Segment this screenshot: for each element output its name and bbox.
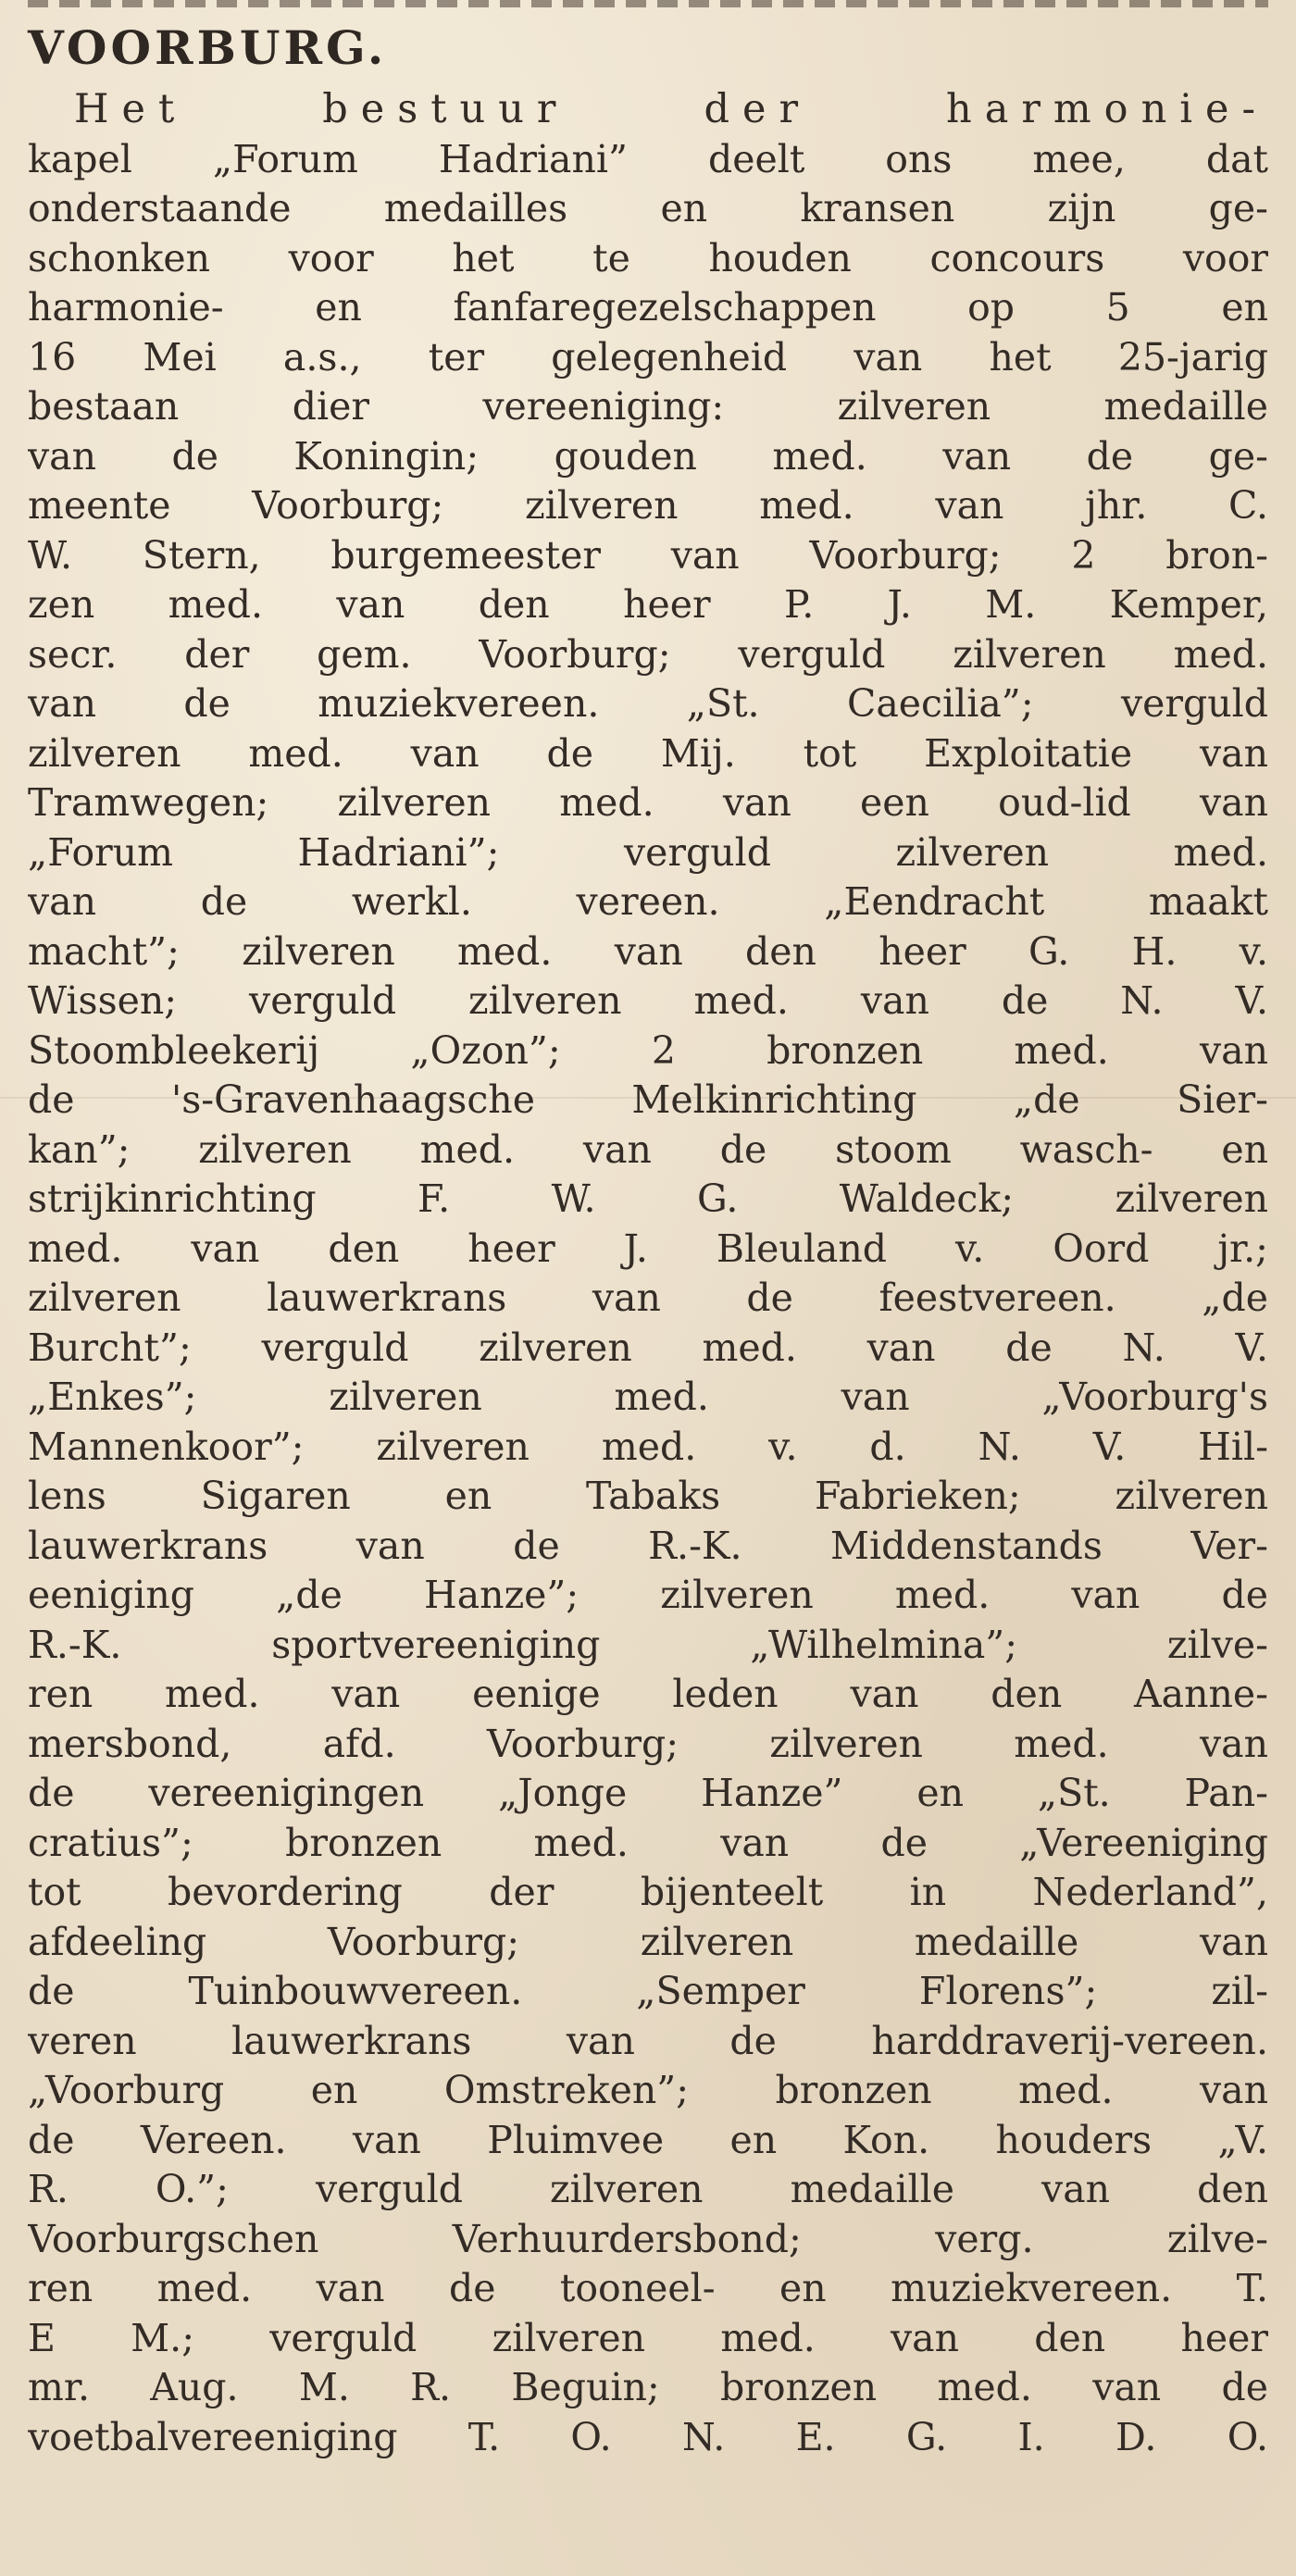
text-line: meente Voorburg; zilveren med. van jhr. C.: [28, 483, 1268, 528]
text-line: Wissen; verguld zilveren med. van de N. V.: [28, 978, 1268, 1023]
text-line: schonken voor het te houden concours voor: [28, 235, 1268, 280]
text-line: de 's-Gravenhaagsche Melkinrichting „de Sier-: [28, 1077, 1268, 1122]
article-heading: VOORBURG.: [28, 20, 388, 75]
text-line: Tramwegen; zilveren med. van een oud-lid van: [28, 780, 1268, 825]
text-line: de Vereen. van Pluimvee en Kon. houders „V.: [28, 2117, 1268, 2162]
text-line: veren lauwerkrans van de harddraverij-vereen.: [28, 2018, 1268, 2063]
text-line: van de Koningin; gouden med. van de ge-: [28, 433, 1268, 479]
text-line: E M.; verguld zilveren med. van den heer: [28, 2315, 1268, 2360]
text-line: R. O.”; verguld zilveren medaille van den: [28, 2167, 1268, 2211]
cut-off-previous-line: [28, 0, 1268, 7]
text-line: strijkinrichting F. W. G. Waldeck; zilveren: [28, 1176, 1268, 1221]
text-line: Voorburgschen Verhuurdersbond; verg. zilve-: [28, 2216, 1268, 2261]
text-line: R.-K. sportvereeniging „Wilhelmina”; zilve-: [28, 1622, 1268, 1667]
text-line: de vereenigingen „Jonge Hanze” en „St. Pan-: [28, 1771, 1268, 1815]
text-line: voetbalvereeniging T. O. N. E. G. I. D. O.: [28, 2414, 1268, 2459]
text-line: med. van den heer J. Bleuland v. Oord jr.;: [28, 1226, 1268, 1271]
text-line: bestaan dier vereeniging: zilveren medaille: [28, 384, 1268, 429]
text-line: macht”; zilveren med. van den heer G. H. v.: [28, 928, 1268, 974]
text-line: zilveren med. van de Mij. tot Exploitatie van: [28, 730, 1268, 776]
text-line: onderstaande medailles en kransen zijn ge-: [28, 186, 1268, 230]
text-line: zen med. van den heer P. J. M. Kemper,: [28, 582, 1268, 627]
text-line: ren med. van eenige leden van den Aanne-: [28, 1672, 1268, 1716]
text-line: Mannenkoor”; zilveren med. v. d. N. V. Hil-: [28, 1424, 1268, 1469]
text-line: Stoombleekerij „Ozon”; 2 bronzen med. van: [28, 1027, 1268, 1073]
text-line: afdeeling Voorburg; zilveren medaille van: [28, 1919, 1268, 1964]
text-line: 16 Mei a.s., ter gelegenheid van het 25-jarig: [28, 334, 1268, 380]
text-line: ren med. van de tooneel- en muziekvereen. T.: [28, 2266, 1268, 2310]
text-line: cratius”; bronzen med. van de „Vereeniging: [28, 1820, 1268, 1865]
text-line: W. Stern, burgemeester van Voorburg; 2 bron-: [28, 532, 1268, 578]
text-line: harmonie- en fanfaregezelschappen op 5 en: [28, 285, 1268, 330]
text-line: Burcht”; verguld zilveren med. van de N. V.: [28, 1325, 1268, 1370]
text-line: zilveren lauwerkrans van de feestvereen. „de: [28, 1276, 1268, 1320]
text-line: „Voorburg en Omstreken”; bronzen med. van: [28, 2068, 1268, 2112]
text-line: kan”; zilveren med. van de stoom wasch- en: [28, 1126, 1268, 1172]
text-line: lens Sigaren en Tabaks Fabrieken; zilveren: [28, 1474, 1268, 1518]
text-line: „Forum Hadriani”; verguld zilveren med.: [28, 829, 1268, 875]
text-line: de Tuinbouwvereen. „Semper Florens”; zil-: [28, 1969, 1268, 2013]
text-line: van de werkl. vereen. „Eendracht maakt: [28, 879, 1268, 924]
text-line: secr. der gem. Voorburg; verguld zilveren med.: [28, 631, 1268, 677]
text-line: mr. Aug. M. R. Beguin; bronzen med. van de: [28, 2365, 1268, 2409]
article-body: [28, 85, 1268, 2462]
text-line: eeniging „de Hanze”; zilveren med. van de: [28, 1573, 1268, 1617]
text-line: „Enkes”; zilveren med. van „Voorburg's: [28, 1375, 1268, 1419]
text-line: lauwerkrans van de R.-K. Middenstands Ver-: [28, 1523, 1268, 1568]
text-line: mersbond, afd. Voorburg; zilveren med. van: [28, 1721, 1268, 1766]
text-line: van de muziekvereen. „St. Caecilia”; verguld: [28, 681, 1268, 726]
text-line: kapel „Forum Hadriani” deelt ons mee, dat: [28, 136, 1268, 181]
text-line: tot bevordering der bijenteelt in Nederland”,: [28, 1870, 1268, 1914]
text-line: Het bestuur der harmonie-: [74, 86, 1268, 132]
